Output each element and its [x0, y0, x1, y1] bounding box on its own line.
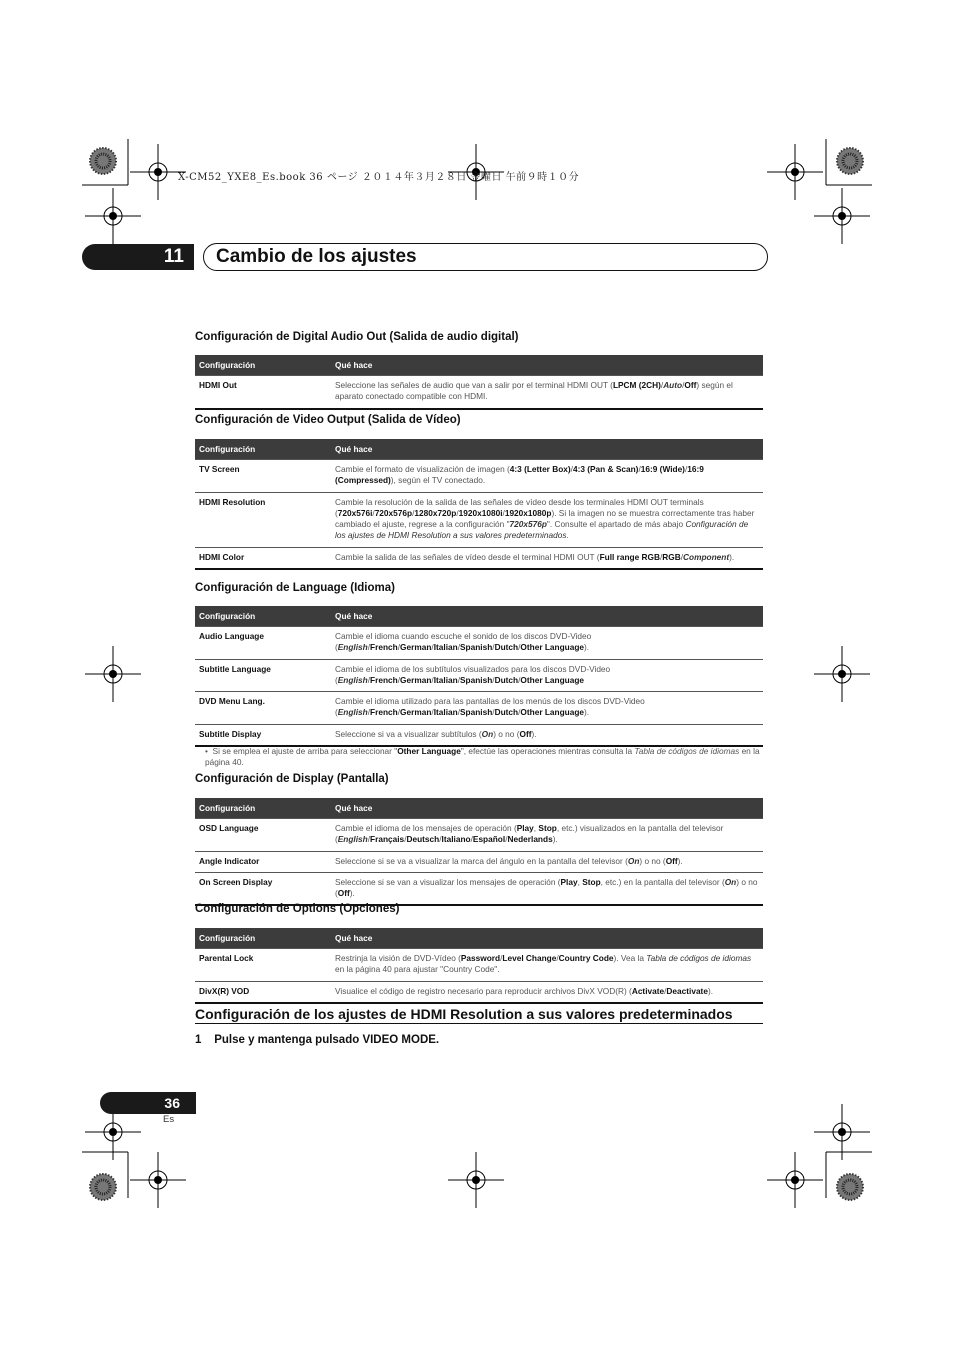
star-target-icon — [90, 148, 116, 174]
chapter-title-text: Cambio de los ajustes — [216, 246, 417, 267]
section-heading-video-output: Configuración de Video Output (Salida de Vídeo) — [195, 414, 461, 426]
setting-description: Seleccione las señales de audio que van a salir por el terminal HDMI OUT (LPCM (2CH)/Auto/Off) según el aparato conectado compatible con HDMI. — [331, 376, 763, 409]
setting-name: On Screen Display — [195, 872, 331, 905]
table-options — [195, 928, 763, 1004]
chapter-number: 11 — [82, 244, 194, 270]
setting-name: Subtitle Language — [195, 659, 331, 692]
setting-description: Cambie el idioma de los mensajes de operación (Play, Stop, etc.) visualizados en la pantalla del televisor (English/Français/Deutsch/Italiano/Español/Nederlands). — [331, 819, 763, 852]
star-target-icon — [837, 148, 863, 174]
page-language: Es — [163, 1114, 175, 1125]
setting-description: Cambie la resolución de la salida de las señales de vídeo desde los terminales HDMI OUT terminals (720x576i/720x576p/1280x720p/1920x1080i/1920x1080p). Si la imagen no se muestra correctamente tras haber cambiado el ajuste, regrese a la configuración "720x576p". Consulte el apartado de más abajo Configuración de los ajustes de HDMI Resolution a sus valores predeterminados. — [331, 492, 763, 547]
table-row — [195, 692, 763, 725]
star-target-icon — [90, 1174, 116, 1200]
registration-mark-icon — [814, 646, 870, 702]
chapter-title — [203, 243, 768, 271]
table-row — [195, 949, 763, 982]
section-heading-digital-audio: Configuración de Digital Audio Out (Salida de audio digital) — [195, 331, 519, 343]
section-heading-language: Configuración de Language (Idioma) — [195, 582, 395, 594]
table-row — [195, 376, 763, 409]
col-header-config: Configuración — [195, 606, 331, 627]
col-header-config: Configuración — [195, 798, 331, 819]
registration-mark-icon — [85, 646, 141, 702]
setting-description: Seleccione si se van a visualizar los mensajes de operación (Play, Stop, etc.) en la pantalla del televisor (On) o no (Off). — [331, 872, 763, 905]
table-row — [195, 819, 763, 852]
setting-description: Cambie el idioma cuando escuche el sonido de los discos DVD-Video (English/French/German/Italian/Spanish/Dutch/Other Language). — [331, 627, 763, 660]
col-header-what: Qué hace — [331, 355, 763, 376]
setting-description: Cambie la salida de las señales de vídeo desde el terminal HDMI OUT (Full range RGB/RGB/Component). — [331, 547, 763, 569]
table-row — [195, 547, 763, 569]
col-header-config: Configuración — [195, 928, 331, 949]
note-bullet: • Si se emplea el ajuste de arriba para seleccionar "Other Language", efectúe las operaciones mientras consulta la Tabla de códigos de idiomas en la página 40. — [205, 746, 760, 768]
col-header-what: Qué hace — [331, 798, 763, 819]
table-header-row — [195, 606, 763, 627]
table-row — [195, 659, 763, 692]
step-number: 1 — [195, 1034, 202, 1046]
col-header-what: Qué hace — [331, 439, 763, 460]
table-row — [195, 872, 763, 905]
section-heading-display: Configuración de Display (Pantalla) — [195, 773, 389, 785]
setting-description: Seleccione si se va a visualizar la marca del ángulo en la pantalla del televisor (On) o no (Off). — [331, 851, 763, 872]
col-header-what: Qué hace — [331, 928, 763, 949]
setting-name: OSD Language — [195, 819, 331, 852]
setting-name: DivX(R) VOD — [195, 981, 331, 1003]
col-header-what: Qué hace — [331, 606, 763, 627]
section-heading-options: Configuración de Options (Opciones) — [195, 903, 400, 915]
setting-name: DVD Menu Lang. — [195, 692, 331, 725]
table-row — [195, 627, 763, 660]
table-row — [195, 981, 763, 1003]
star-target-icon — [837, 1174, 863, 1200]
table-header-row — [195, 355, 763, 376]
registration-mark-icon — [448, 1152, 504, 1208]
col-header-config: Configuración — [195, 355, 331, 376]
setting-name: Angle Indicator — [195, 851, 331, 872]
table-header-row — [195, 439, 763, 460]
table-header-row — [195, 928, 763, 949]
setting-name: Audio Language — [195, 627, 331, 660]
setting-name: HDMI Color — [195, 547, 331, 569]
registration-mark-icon — [85, 188, 141, 244]
step-1 — [195, 1034, 439, 1046]
setting-description: Cambie el idioma de los subtítulos visualizados para los discos DVD-Video (English/French/German/Italian/Spanish/Dutch/Other Language — [331, 659, 763, 692]
page-number: 36 — [100, 1092, 196, 1114]
table-row — [195, 492, 763, 547]
setting-name: HDMI Resolution — [195, 492, 331, 547]
registration-mark-icon — [767, 144, 823, 200]
setting-description: Seleccione si va a visualizar subtítulos (On) o no (Off). — [331, 724, 763, 746]
setting-description: Visualice el código de registro necesario para reproducir archivos DivX VOD(R) (Activate/Deactivate). — [331, 981, 763, 1003]
bullet-icon: • — [205, 746, 208, 756]
col-header-config: Configuración — [195, 439, 331, 460]
setting-name: TV Screen — [195, 460, 331, 493]
setting-description: Cambie el formato de visualización de imagen (4:3 (Letter Box)/4:3 (Pan & Scan)/16:9 (Wide)/16:9 (Compressed)), según el TV conectado. — [331, 460, 763, 493]
setting-description: Restrinja la visión de DVD-Vídeo (Password/Level Change/Country Code). Vea la Tabla de códigos de idiomas en la página 40 para ajustar "Country Code". — [331, 949, 763, 982]
table-row — [195, 460, 763, 493]
registration-mark-icon — [767, 1152, 823, 1208]
table-video-output — [195, 439, 763, 570]
registration-mark-icon — [130, 1152, 186, 1208]
table-row — [195, 724, 763, 746]
setting-description: Cambie el idioma utilizado para las pantallas de los menús de los discos DVD-Video (English/French/German/Italian/Spanish/Dutch/Other Language). — [331, 692, 763, 725]
table-display — [195, 798, 763, 906]
setting-name: Parental Lock — [195, 949, 331, 982]
setting-name: Subtitle Display — [195, 724, 331, 746]
table-language — [195, 606, 763, 747]
setting-name: HDMI Out — [195, 376, 331, 409]
registration-mark-icon — [814, 188, 870, 244]
hdmi-reset-heading: Configuración de los ajustes de HDMI Resolution a sus valores predeterminados — [195, 1006, 763, 1024]
step-text: Pulse y mantenga pulsado VIDEO MODE. — [214, 1034, 440, 1046]
table-row — [195, 851, 763, 872]
table-header-row — [195, 798, 763, 819]
book-info-line: X-CM52_YXE8_Es.book 36 ページ ２０１４年３月２８日 金曜日 午前９時１０分 — [178, 172, 580, 183]
table-digital-audio — [195, 355, 763, 410]
